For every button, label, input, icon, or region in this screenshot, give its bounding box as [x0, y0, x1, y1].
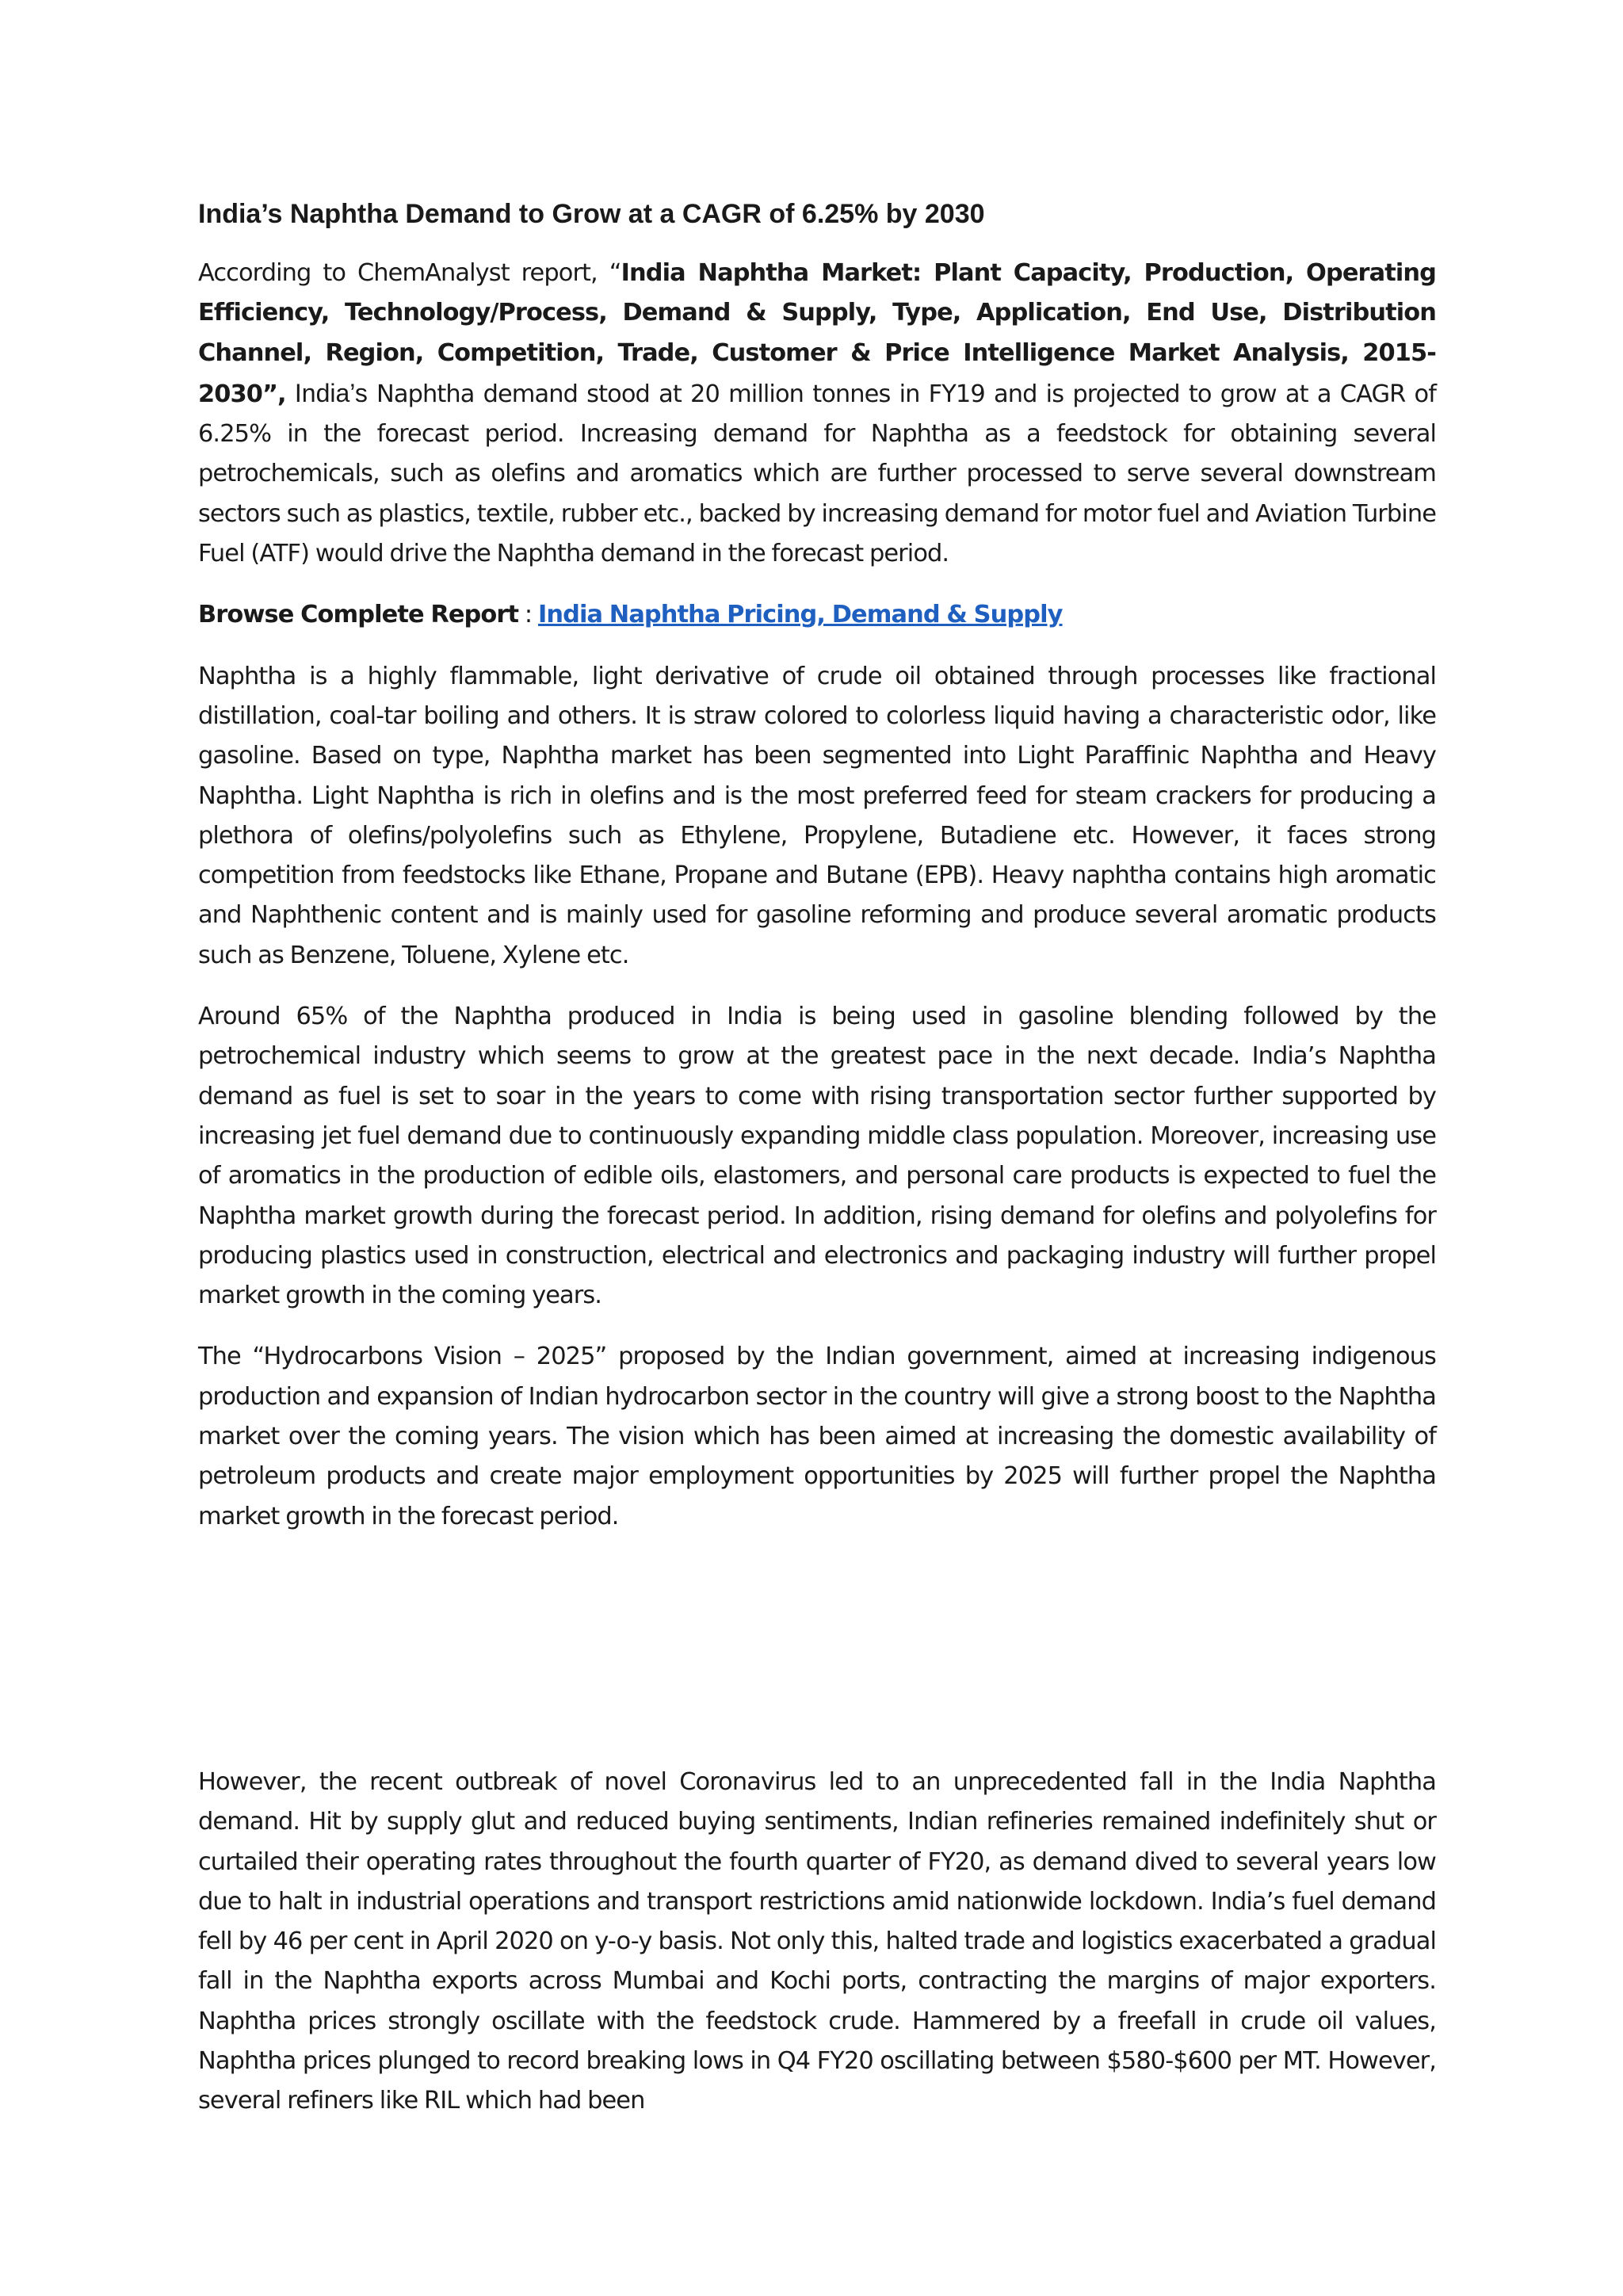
browse-label: Browse Complete Report [198, 601, 519, 629]
document-page [198, 197, 1436, 2143]
paragraph-naphtha-definition: Naphtha is a highly flammable, light derivative of crude oil obtained through processes like fractional distillation, coal-tar boiling and others. It is straw colored to colorless liquid having a characteristic odor, like gasoline. Based on type, Naphtha market has been segmented into Light Paraffinic Naphtha and Heavy Naphtha. Light Naphtha is rich in olefins and is the most preferred feed for steam crackers for producing a plethora of olefins/polyolefins such as Ethylene, Propylene, Butadiene etc. However, it faces strong competition from feedstocks like Ethane, Propane and Butane (EPB). Heavy naphtha contains high aromatic and Naphthenic content and is mainly used for gasoline reforming and produce several aromatic products such as Benzene, Toluene, Xylene etc. [198, 662, 1436, 969]
intro-paragraph [198, 254, 1436, 574]
paragraph-gasoline-blending: Around 65% of the Naphtha produced in India is being used in gasoline blending followed by the petrochemical industry which seems to grow at the greatest pace in the next decade. India’s Naphtha demand as fuel is set to soar in the years to come with rising transportation sector further supported by increasing jet fuel demand due to continuously expanding middle class population. Moreover, increasing use of aromatics in the production of edible oils, elastomers, and personal care products is expected to fuel the Naphtha market growth during the forecast period. In addition, rising demand for olefins and polyolefins for producing plastics used in construction, electrical and electronics and packaging industry will further propel market growth in the coming years. [198, 1003, 1436, 1310]
browse-line [198, 595, 1436, 635]
browse-report-link[interactable]: India Naphtha Pricing, Demand & Supply [537, 601, 1063, 629]
paragraph-coronavirus-impact: However, the recent outbreak of novel Coronavirus led to an unprecedented fall in the India Naphtha demand. Hit by supply glut and reduced buying sentiments, Indian refineries remained indefinitely shut or curtailed their operating rates throughout the fourth quarter of FY20, as demand dived to several years low due to halt in industrial operations and transport restrictions amid nationwide lockdown. India’s fuel demand fell by 46 per cent in April 2020 on y-o-y basis. Not only this, halted trade and logistics exacerbated a gradual fall in the Naphtha exports across Mumbai and Kochi ports, contracting the margins of major exporters. Naphtha prices strongly oscillate with the feedstock crude. Hammered by a freefall in crude oil values, Naphtha prices plunged to record breaking lows in Q4 FY20 oscillating between $580-$600 per MT. However, several refiners like RIL which had been [198, 1767, 1436, 2115]
browse-separator: : [518, 601, 538, 629]
article-heading: India’s Naphtha Demand to Grow at a CAGR of 6.25% by 2030 [198, 199, 985, 229]
india-word: India’s [294, 378, 368, 407]
blank-space [198, 1558, 1436, 1763]
report-title: India Naphtha Market: Plant Capacity, Production, Operating Efficiency, Technology/Process, Demand & Supply, Type, Application, End Use, Distribution Channel, Region, Competition, Trade, Customer & Price Intelligence Market Analysis, 2015-2030”, [198, 259, 1436, 408]
intro-rest: Naphtha demand stood at 20 million tonnes in FY19 and is projected to grow at a CAGR of 6.25% in the forecast period. Increasing demand for Naphtha as a feedstock for obtaining several petrochemicals, such as olefins and aromatics which are further processed to serve several downstream sectors such as plastics, textile, rubber etc., backed by increasing demand for motor fuel and Aviation Turbine Fuel (ATF) would drive the Naphtha demand in the forecast period. [198, 380, 1437, 568]
intro-lead: According to ChemAnalyst report, “ [198, 259, 621, 287]
paragraph-hydrocarbons-vision: The “Hydrocarbons Vision – 2025” proposed by the Indian government, aimed at increasing indigenous production and expansion of Indian hydrocarbon sector in the country will give a strong boost to the Naphtha market over the coming years. The vision which has been aimed at increasing the domestic availability of petroleum products and create major employment opportunities by 2025 will further propel the Naphtha market growth in the forecast period. [198, 1343, 1436, 1530]
